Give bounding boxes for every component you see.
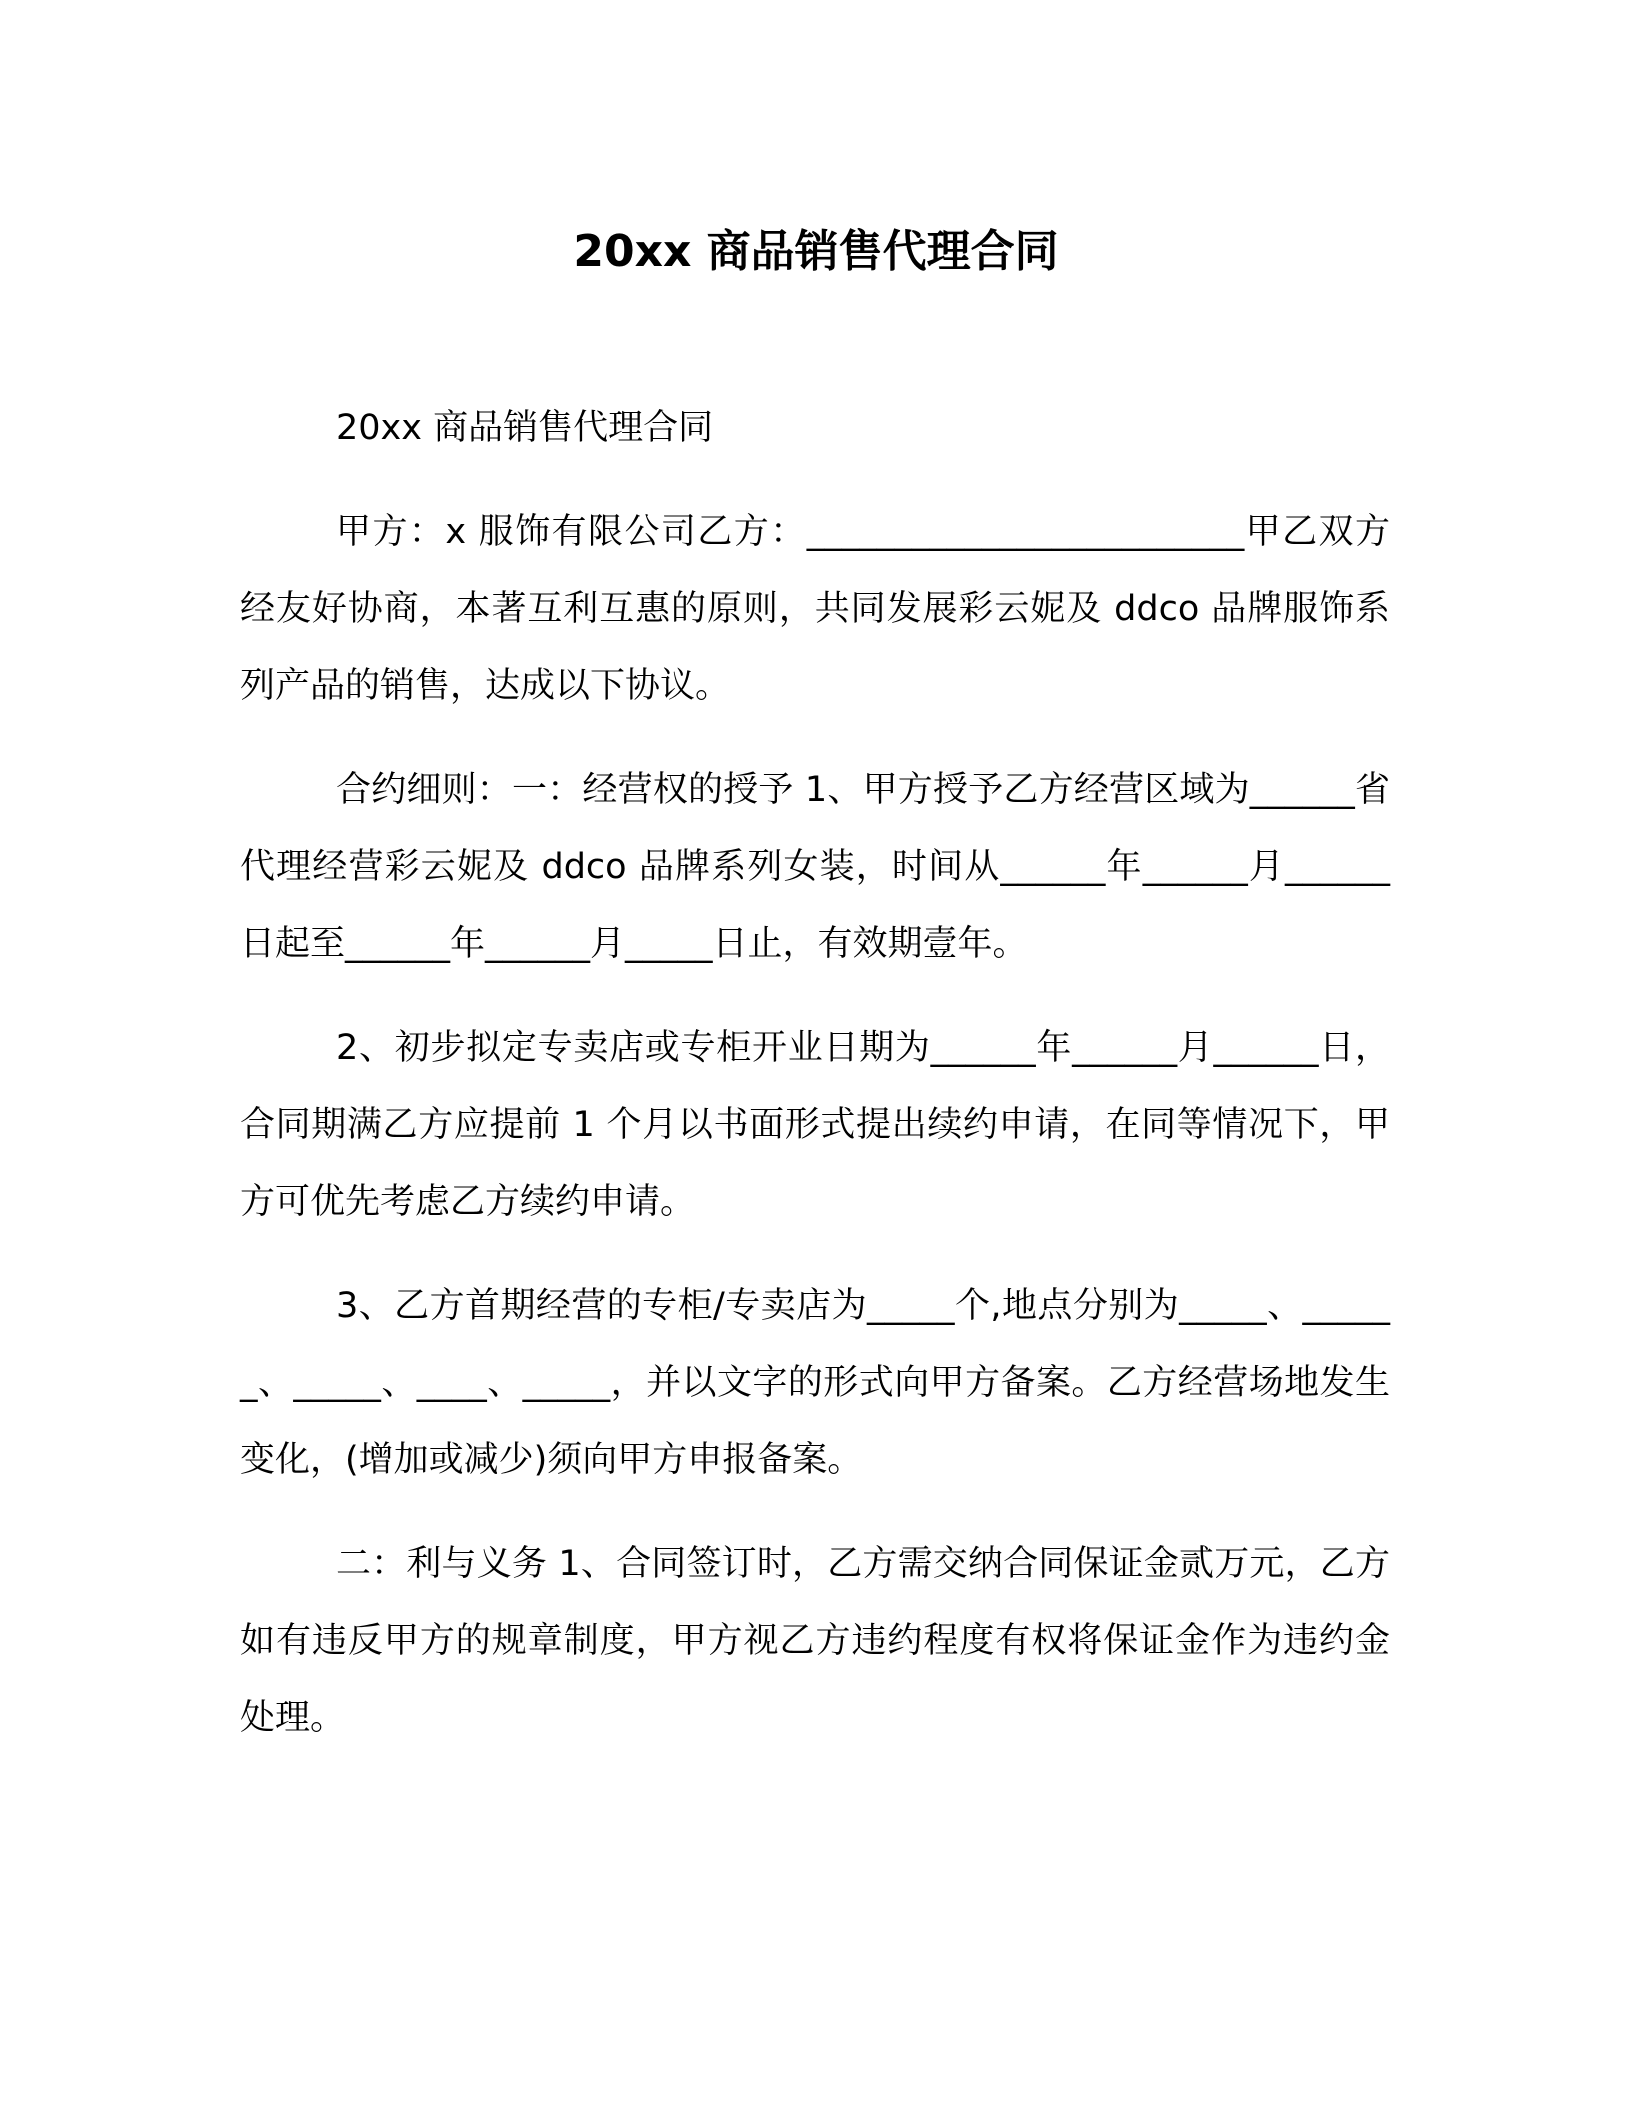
paragraph-rights-duties: 二：利与义务 1、合同签订时，乙方需交纳合同保证金贰万元，乙方如有违反甲方的规章制度，甲方视乙方违约程度有权将保证金作为违约金处理。 [240, 1544, 1390, 1738]
document-title: 20xx 商品销售代理合同 [573, 226, 1059, 277]
paragraph-terms-3: 3、乙方首期经营的专柜/专卖店为_____个,地点分别为_____、______、_____、____、_____，并以文字的形式向甲方备案。乙方经营场地发生变化，(增加或减少)须向甲方申报备案。 [240, 1286, 1390, 1480]
paragraph-terms-2: 2、初步拟定专卖店或专柜开业日期为______年______月______日，合同期满乙方应提前 1 个月以书面形式提出续约申请，在同等情况下，甲方可优先考虑乙方续约申请。 [240, 1028, 1390, 1222]
paragraph-terms-1: 合约细则：一：经营权的授予 1、甲方授予乙方经营区域为______省代理经营彩云妮及 ddco 品牌系列女装，时间从______年______月______日起至______年______月_____日止，有效期壹年。 [240, 770, 1390, 964]
paragraph-parties: 甲方：x 服饰有限公司乙方：_________________________甲乙双方经友好协商，本著互利互惠的原则，共同发展彩云妮及 ddco 品牌服饰系列产品的销售，达成以下协议。 [240, 512, 1390, 706]
document-body [240, 390, 1390, 1784]
paragraph-subtitle: 20xx 商品销售代理合同 [336, 408, 714, 448]
